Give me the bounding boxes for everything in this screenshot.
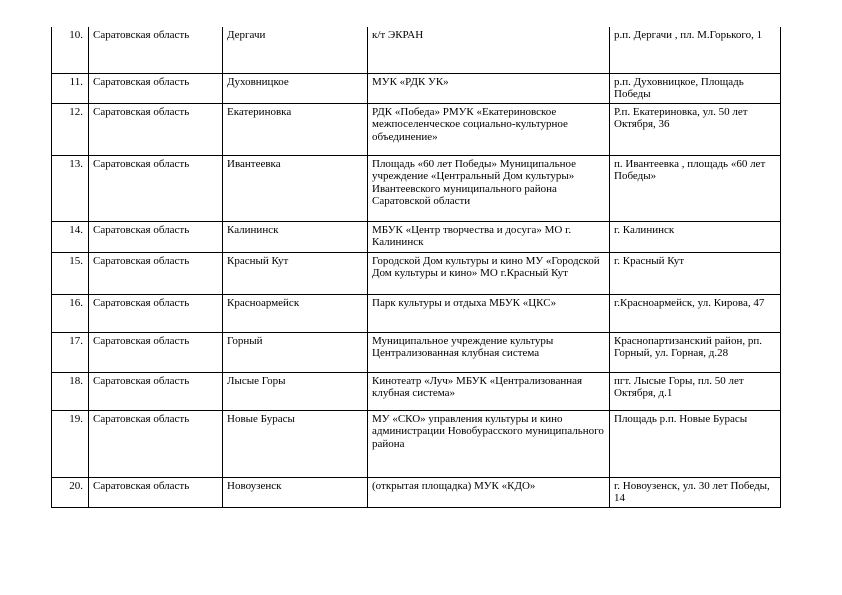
venue-cell: Кинотеатр «Луч» МБУК «Централизованная клубная система» — [368, 372, 610, 410]
locality-cell: Горный — [223, 332, 368, 372]
table-row — [52, 103, 781, 155]
region-cell: Саратовская область — [89, 155, 223, 221]
row-number: 18. — [52, 372, 89, 410]
table-row — [52, 27, 781, 73]
venue-cell: МБУК «Центр творчества и досуга» МО г. Калининск — [368, 221, 610, 252]
region-cell: Саратовская область — [89, 477, 223, 507]
locality-cell: Калининск — [223, 221, 368, 252]
locality-cell: Красноармейск — [223, 294, 368, 332]
venue-cell: МУ «СКО» управления культуры и кино администрации Новобурасского муниципального района — [368, 410, 610, 477]
region-cell: Саратовская область — [89, 410, 223, 477]
locality-cell: Ивантеевка — [223, 155, 368, 221]
table-row — [52, 332, 781, 372]
row-number: 11. — [52, 73, 89, 103]
locality-cell: Новоузенск — [223, 477, 368, 507]
row-number: 19. — [52, 410, 89, 477]
row-number: 12. — [52, 103, 89, 155]
region-cell: Саратовская область — [89, 27, 223, 73]
row-number: 15. — [52, 252, 89, 294]
region-cell: Саратовская область — [89, 221, 223, 252]
venue-cell: РДК «Победа» РМУК «Екатериновское межпоселенческое социально-культурное объединение» — [368, 103, 610, 155]
venue-cell: МУК «РДК УК» — [368, 73, 610, 103]
cinema-venues-table — [51, 27, 781, 508]
region-cell: Саратовская область — [89, 103, 223, 155]
address-cell: г. Новоузенск, ул. 30 лет Победы, 14 — [610, 477, 781, 507]
locality-cell: Духовницкое — [223, 73, 368, 103]
address-cell: п. Ивантеевка , площадь «60 лет Победы» — [610, 155, 781, 221]
row-number: 10. — [52, 27, 89, 73]
locality-cell: Дергачи — [223, 27, 368, 73]
address-cell: г. Калининск — [610, 221, 781, 252]
address-cell: Р.п. Екатериновка, ул. 50 лет Октября, 36 — [610, 103, 781, 155]
region-cell: Саратовская область — [89, 252, 223, 294]
table-row — [52, 410, 781, 477]
venue-cell: (открытая площадка) МУК «КДО» — [368, 477, 610, 507]
locality-cell: Красный Кут — [223, 252, 368, 294]
address-cell: пгт. Лысые Горы, пл. 50 лет Октября, д.1 — [610, 372, 781, 410]
venue-cell: к/т ЭКРАН — [368, 27, 610, 73]
address-cell: Краснопартизанский район, рп. Горный, ул. Горная, д.28 — [610, 332, 781, 372]
row-number: 13. — [52, 155, 89, 221]
locality-cell: Екатериновка — [223, 103, 368, 155]
address-cell: г. Красный Кут — [610, 252, 781, 294]
table-row — [52, 155, 781, 221]
row-number: 17. — [52, 332, 89, 372]
table-row — [52, 221, 781, 252]
region-cell: Саратовская область — [89, 73, 223, 103]
venue-cell: Городской Дом культуры и кино МУ «Городской Дом культуры и кино» МО г.Красный Кут — [368, 252, 610, 294]
address-cell: Площадь р.п. Новые Бурасы — [610, 410, 781, 477]
address-cell: р.п. Дергачи , пл. М.Горького, 1 — [610, 27, 781, 73]
row-number: 14. — [52, 221, 89, 252]
address-cell: г.Красноармейск, ул. Кирова, 47 — [610, 294, 781, 332]
venue-cell: Муниципальное учреждение культуры Централизованная клубная система — [368, 332, 610, 372]
table-row — [52, 477, 781, 507]
address-cell: р.п. Духовницкое, Площадь Победы — [610, 73, 781, 103]
row-number: 20. — [52, 477, 89, 507]
locality-cell: Новые Бурасы — [223, 410, 368, 477]
region-cell: Саратовская область — [89, 294, 223, 332]
locality-cell: Лысые Горы — [223, 372, 368, 410]
table-row — [52, 372, 781, 410]
table-row — [52, 73, 781, 103]
row-number: 16. — [52, 294, 89, 332]
venue-cell: Парк культуры и отдыха МБУК «ЦКС» — [368, 294, 610, 332]
table-row — [52, 252, 781, 294]
region-cell: Саратовская область — [89, 372, 223, 410]
table-row — [52, 294, 781, 332]
region-cell: Саратовская область — [89, 332, 223, 372]
venue-cell: Площадь «60 лет Победы» Муниципальное учреждение «Центральный Дом культуры» Ивантеевского муниципального района Саратовской области — [368, 155, 610, 221]
